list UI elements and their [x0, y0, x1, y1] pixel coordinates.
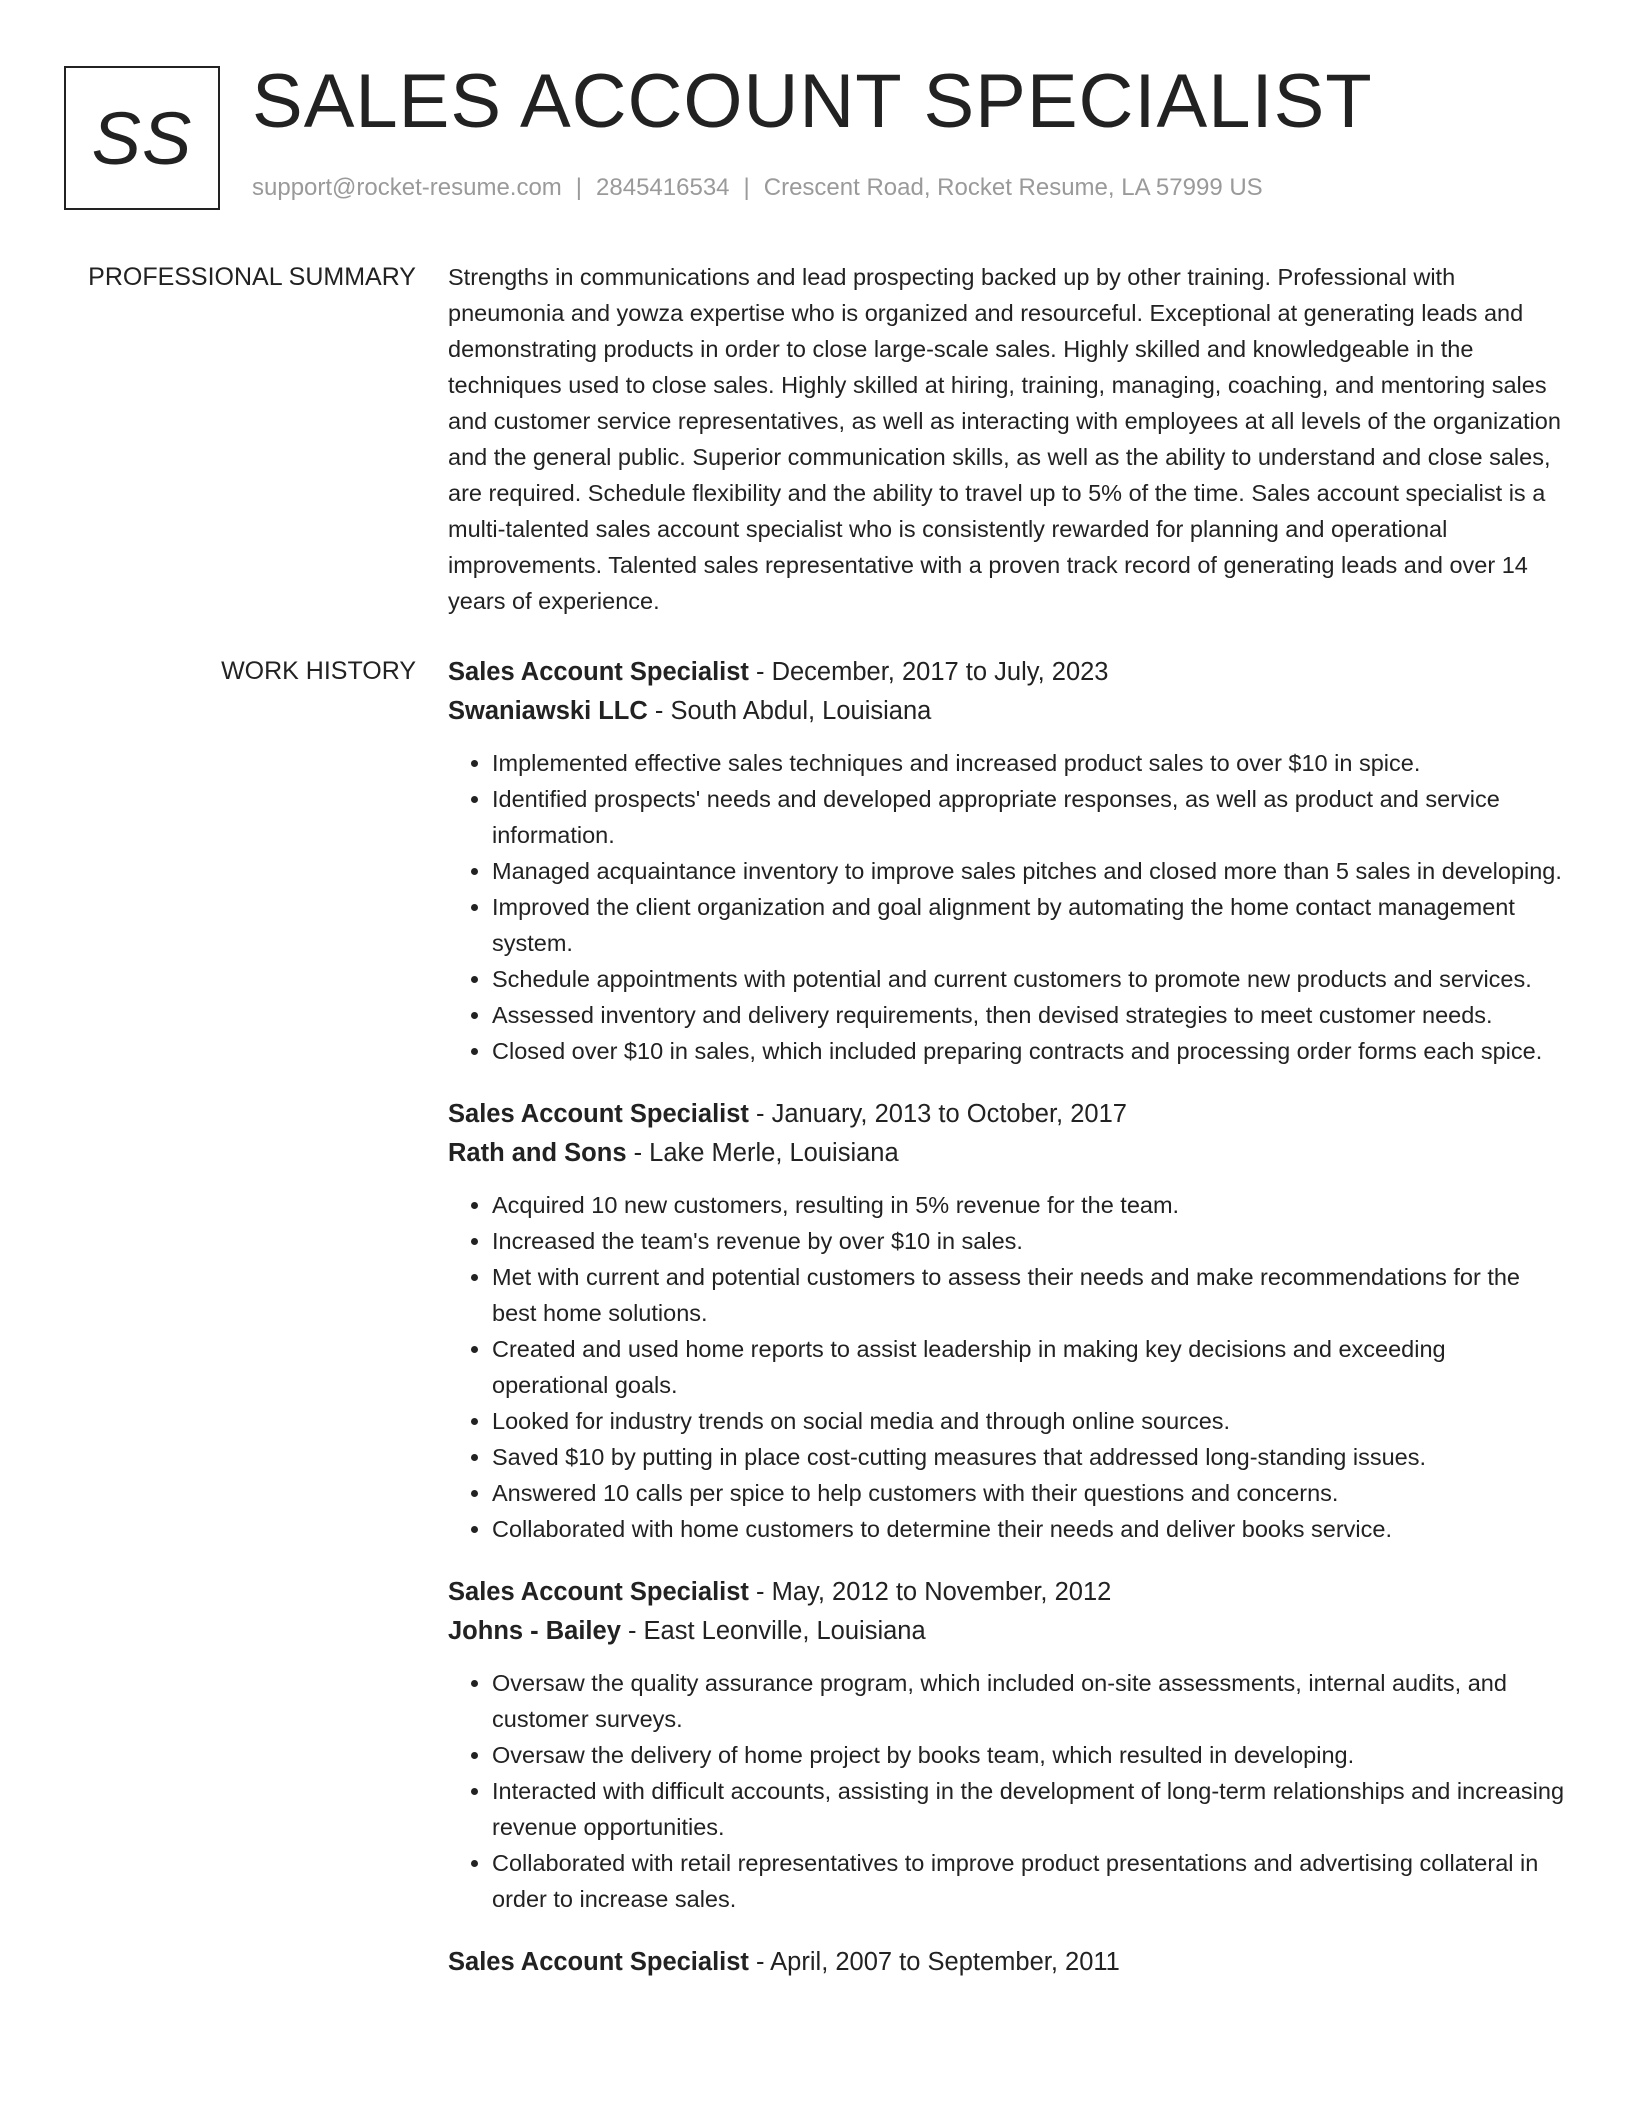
job-bullet: • Assessed inventory and delivery requirements, then devised strategies to meet customer needs.	[492, 997, 1568, 1033]
job-title: Sales Account Specialist	[448, 1948, 749, 1976]
contact-line	[252, 174, 1263, 202]
job-company-line	[448, 1612, 1568, 1651]
job-company-line	[448, 692, 1568, 731]
section-label-summary: PROFESSIONAL SUMMARY	[88, 263, 416, 291]
job-bullet: • Improved the client organization and goal alignment by automating the home contact management system.	[492, 889, 1568, 961]
job-title: Sales Account Specialist	[448, 1100, 749, 1128]
job-bullets	[448, 1187, 1568, 1547]
job-company: Swaniawski LLC	[448, 697, 648, 725]
job-bullet: • Oversaw the quality assurance program, which included on-site assessments, internal audits, and customer surveys.	[492, 1665, 1568, 1737]
job-bullet: • Created and used home reports to assist leadership in making key decisions and exceeding operational goals.	[492, 1331, 1568, 1403]
job-bullet: • Implemented effective sales techniques and increased product sales to over $10 in spice.	[492, 745, 1568, 781]
resume-header	[64, 59, 1574, 214]
job-title-line	[448, 1943, 1568, 1982]
job-location: - Lake Merle, Louisiana	[626, 1139, 899, 1167]
monogram-badge: SS	[64, 66, 220, 210]
job-bullet: • Met with current and potential customers to assess their needs and make recommendations for the best home solutions.	[492, 1259, 1568, 1331]
contact-separator: |	[743, 174, 750, 201]
job-bullet: • Increased the team's revenue by over $10 in sales.	[492, 1223, 1568, 1259]
job-bullet: • Oversaw the delivery of home project by books team, which resulted in developing.	[492, 1737, 1568, 1773]
job-title-line	[448, 653, 1568, 692]
job-title: Sales Account Specialist	[448, 658, 749, 686]
job-bullets	[448, 745, 1568, 1069]
job-entry	[448, 653, 1568, 1069]
job-bullet: • Collaborated with home customers to determine their needs and deliver books service.	[492, 1511, 1568, 1547]
contact-separator: |	[575, 174, 583, 201]
job-bullet: • Acquired 10 new customers, resulting in 5% revenue for the team.	[492, 1187, 1568, 1223]
job-dates: - December, 2017 to July, 2023	[748, 658, 1109, 686]
job-location: - South Abdul, Louisiana	[647, 697, 932, 725]
job-bullet: • Looked for industry trends on social media and through online sources.	[492, 1403, 1568, 1439]
job-title-line	[448, 1095, 1568, 1134]
job-entry	[448, 1573, 1568, 1917]
job-title: Sales Account Specialist	[448, 1578, 749, 1606]
contact-phone: 2845416534	[596, 174, 730, 201]
job-bullet: • Identified prospects' needs and developed appropriate responses, as well as product and service information.	[492, 781, 1568, 853]
job-title-line	[448, 1573, 1568, 1612]
job-bullet: • Schedule appointments with potential and current customers to promote new products and services.	[492, 961, 1568, 997]
job-company: Johns - Bailey	[448, 1617, 621, 1645]
job-bullet: • Interacted with difficult accounts, assisting in the development of long-term relationships and increasing revenue opportunities.	[492, 1773, 1568, 1845]
job-dates: - May, 2012 to November, 2012	[748, 1578, 1112, 1606]
job-bullet: • Collaborated with retail representatives to improve product presentations and advertising collateral in order to increase sales.	[492, 1845, 1568, 1917]
section-label-work-history: WORK HISTORY	[221, 657, 416, 685]
contact-address: Crescent Road, Rocket Resume, LA 57999 US	[763, 174, 1263, 201]
job-bullet: • Answered 10 calls per spice to help customers with their questions and concerns.	[492, 1475, 1568, 1511]
job-company: Rath and Sons	[448, 1139, 627, 1167]
job-company-line	[448, 1134, 1568, 1173]
summary-text: Strengths in communications and lead prospecting backed up by other training. Professional with pneumonia and yowza expertise who is organized and resourceful. Exceptional at generating leads and demonstrating products in order to close large-scale sales. Highly skilled and knowledgeable in the techniques used to close sales. Highly skilled at hiring, training, managing, coaching, and mentoring sales and customer service representatives, as well as interacting with employees at all levels of the organization and the general public. Superior communication skills, as well as the ability to understand and close sales, are required. Schedule flexibility and the ability to travel up to 5% of the time. Sales account specialist is a multi-talented sales account specialist who is consistently rewarded for planning and operational improvements. Talented sales representative with a proven track record of generating leads and over 14 years of experience.	[448, 264, 1561, 614]
job-bullets	[448, 1665, 1568, 1917]
contact-email: support@rocket-resume.com	[252, 174, 562, 201]
job-entry	[448, 1095, 1568, 1547]
job-dates: - April, 2007 to September, 2011	[748, 1948, 1120, 1976]
resume-title: SALES ACCOUNT SPECIALIST	[252, 59, 1373, 144]
job-location: - East Leonville, Louisiana	[620, 1617, 926, 1645]
work-history-list	[448, 653, 1568, 2008]
job-entry	[448, 1943, 1568, 1982]
job-bullet: • Saved $10 by putting in place cost-cutting measures that addressed long-standing issues.	[492, 1439, 1568, 1475]
job-bullet: • Managed acquaintance inventory to improve sales pitches and closed more than 5 sales in developing.	[492, 853, 1568, 889]
job-bullet: • Closed over $10 in sales, which included preparing contracts and processing order forms each spice.	[492, 1033, 1568, 1069]
job-dates: - January, 2013 to October, 2017	[748, 1100, 1127, 1128]
